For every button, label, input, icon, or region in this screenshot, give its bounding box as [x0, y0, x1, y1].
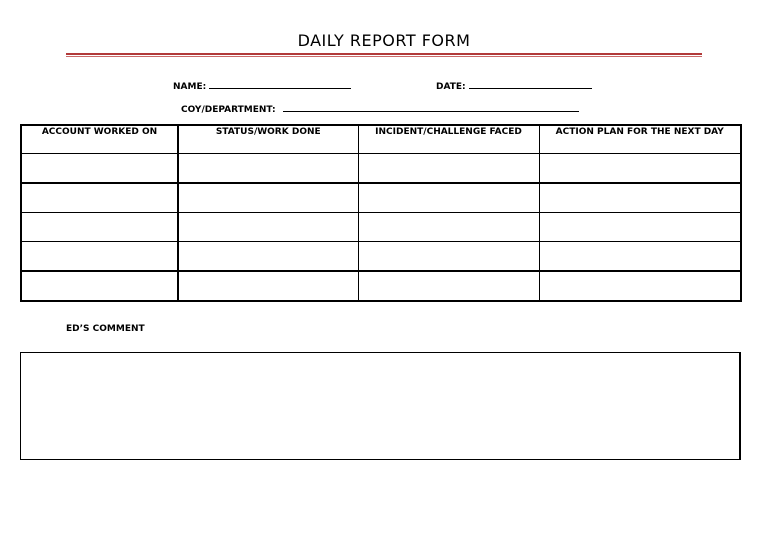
table-cell[interactable]: [358, 213, 539, 242]
title-divider: [66, 53, 702, 55]
table-row: [21, 271, 741, 301]
department-input-line[interactable]: [283, 103, 579, 112]
name-label: NAME:: [173, 82, 207, 92]
table-cell[interactable]: [178, 242, 358, 272]
table-cell[interactable]: [539, 213, 741, 242]
table-cell[interactable]: [178, 183, 358, 213]
report-table: [20, 124, 742, 302]
department-label: COY/DEPARTMENT:: [181, 105, 276, 115]
header-action-plan: ACTION PLAN FOR THE NEXT DAY: [539, 125, 741, 154]
table-cell[interactable]: [21, 242, 178, 272]
form-title: DAILY REPORT FORM: [297, 31, 471, 50]
date-field[interactable]: [436, 80, 592, 92]
table-cell[interactable]: [539, 183, 741, 213]
table-row: [21, 183, 741, 213]
name-input-line[interactable]: [209, 80, 351, 89]
title-divider-secondary: [66, 56, 702, 57]
table-cell[interactable]: [21, 213, 178, 242]
table-cell[interactable]: [358, 242, 539, 272]
table-row: [21, 213, 741, 242]
table-cell[interactable]: [358, 154, 539, 184]
table-header-row: [21, 125, 741, 154]
table-cell[interactable]: [21, 183, 178, 213]
table-cell[interactable]: [178, 271, 358, 301]
table-cell[interactable]: [178, 154, 358, 184]
table-row: [21, 242, 741, 272]
department-field[interactable]: [181, 103, 579, 115]
header-status-work-done: STATUS/WORK DONE: [178, 125, 358, 154]
table-cell[interactable]: [539, 271, 741, 301]
comment-label: ED’S COMMENT: [66, 324, 145, 334]
header-incident-challenge-faced: INCIDENT/CHALLENGE FACED: [358, 125, 539, 154]
table-cell[interactable]: [358, 183, 539, 213]
comment-box[interactable]: [20, 352, 741, 460]
table-row: [21, 154, 741, 184]
date-input-line[interactable]: [469, 80, 592, 89]
table-cell[interactable]: [539, 242, 741, 272]
table-cell[interactable]: [178, 213, 358, 242]
table-cell[interactable]: [539, 154, 741, 184]
date-label: DATE:: [436, 82, 466, 92]
name-field[interactable]: [173, 80, 351, 92]
table-cell[interactable]: [21, 271, 178, 301]
header-account-worked-on: ACCOUNT WORKED ON: [21, 125, 178, 154]
table-cell[interactable]: [21, 154, 178, 184]
table-cell[interactable]: [358, 271, 539, 301]
